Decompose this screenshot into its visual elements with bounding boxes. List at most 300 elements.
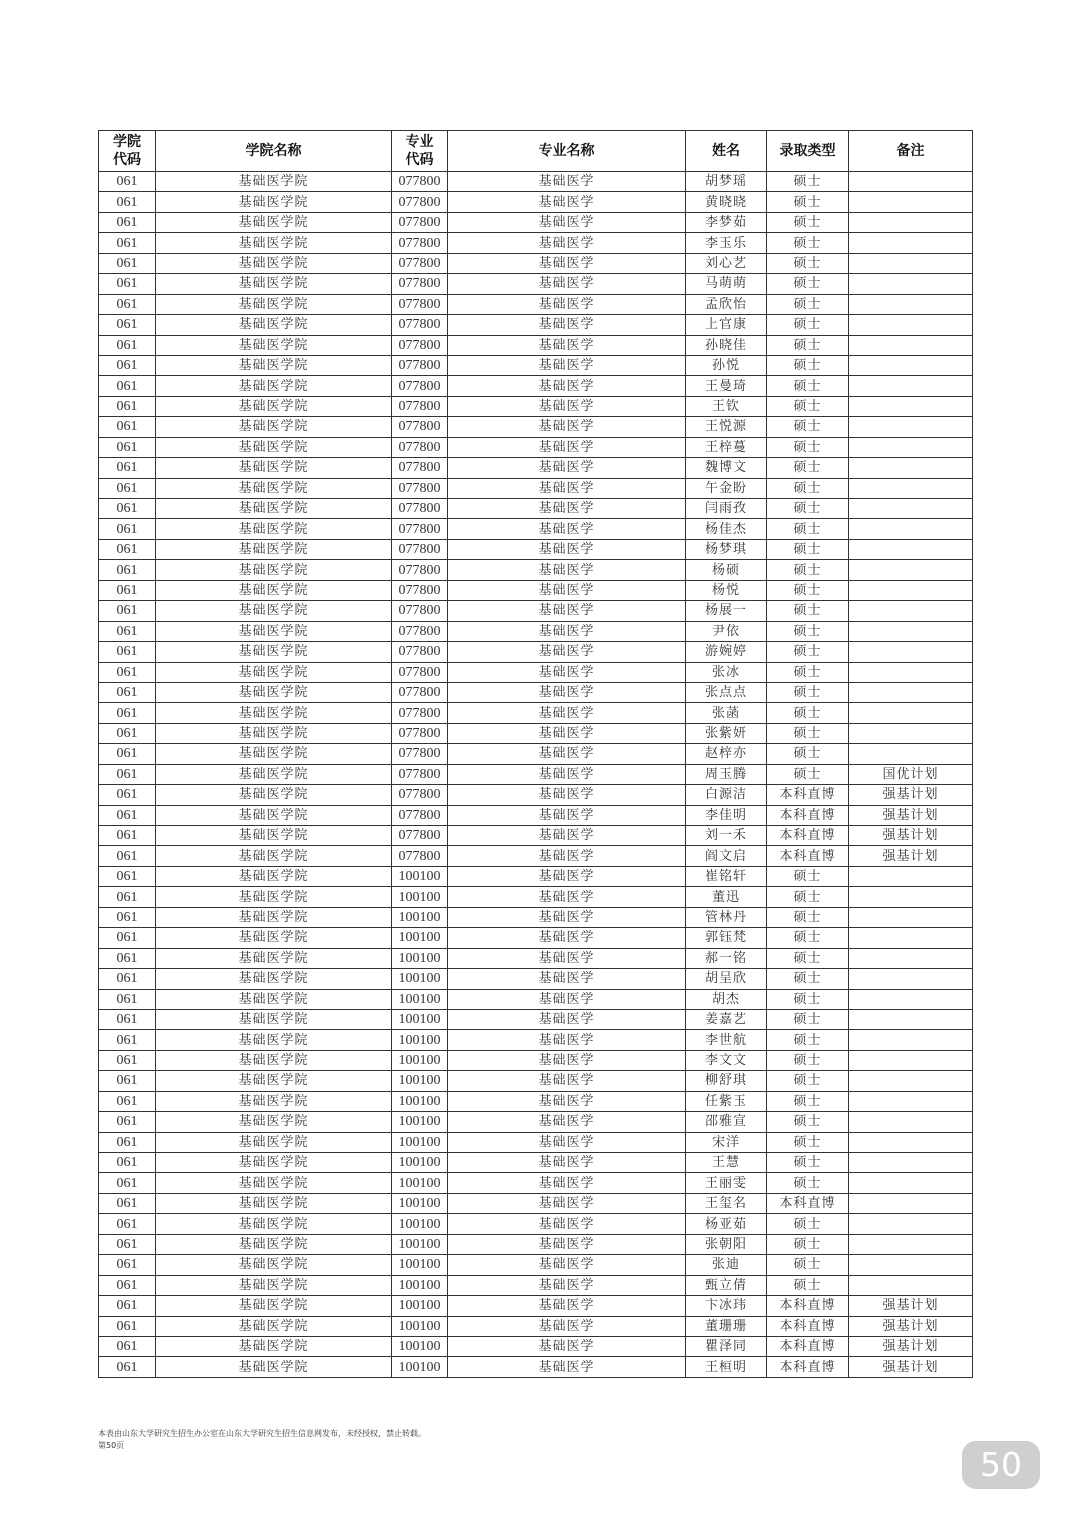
- table-row: [99, 437, 973, 457]
- student-name-cell: 杨佳杰: [686, 519, 767, 539]
- admission-type-cell: 硕士: [767, 969, 849, 989]
- table-row: [99, 315, 973, 335]
- college-code-cell: 061: [99, 601, 156, 621]
- major-code-cell: 077800: [392, 826, 448, 846]
- remarks-cell: [849, 274, 973, 294]
- major-name-cell: 基础医学: [448, 458, 686, 478]
- major-name-cell: 基础医学: [448, 1336, 686, 1356]
- remarks-cell: 强基计划: [849, 1357, 973, 1377]
- major-name-cell: 基础医学: [448, 1091, 686, 1111]
- major-name-cell: 基础医学: [448, 703, 686, 723]
- student-name-cell: 赵梓亦: [686, 744, 767, 764]
- student-name-cell: 胡杰: [686, 989, 767, 1009]
- remarks-cell: [849, 192, 973, 212]
- remarks-cell: [849, 1050, 973, 1070]
- table-row: [99, 335, 973, 355]
- major-name-cell: 基础医学: [448, 376, 686, 396]
- college-name-cell: 基础医学院: [156, 212, 392, 232]
- remarks-cell: [849, 1214, 973, 1234]
- major-code-cell: 077800: [392, 417, 448, 437]
- major-name-cell: 基础医学: [448, 417, 686, 437]
- remarks-cell: [849, 642, 973, 662]
- remarks-cell: 强基计划: [849, 826, 973, 846]
- major-code-cell: 077800: [392, 805, 448, 825]
- admission-type-cell: 硕士: [767, 682, 849, 702]
- college-name-cell: 基础医学院: [156, 1009, 392, 1029]
- student-name-cell: 郝一铭: [686, 948, 767, 968]
- table-row: [99, 1050, 973, 1070]
- student-name-cell: 张冰: [686, 662, 767, 682]
- student-name-cell: 午金盼: [686, 478, 767, 498]
- college-code-cell: 061: [99, 621, 156, 641]
- table-row: [99, 989, 973, 1009]
- college-code-cell: 061: [99, 1173, 156, 1193]
- admission-type-cell: 硕士: [767, 907, 849, 927]
- college-code-cell: 061: [99, 376, 156, 396]
- major-name-cell: 基础医学: [448, 294, 686, 314]
- remarks-cell: [849, 601, 973, 621]
- college-name-cell: 基础医学院: [156, 396, 392, 416]
- major-code-cell: 077800: [392, 744, 448, 764]
- major-name-cell: 基础医学: [448, 253, 686, 273]
- major-name-cell: 基础医学: [448, 560, 686, 580]
- major-code-cell: 100100: [392, 1009, 448, 1029]
- major-name-cell: 基础医学: [448, 192, 686, 212]
- student-name-cell: 杨亚茹: [686, 1214, 767, 1234]
- table-row: [99, 826, 973, 846]
- college-name-cell: 基础医学院: [156, 1071, 392, 1091]
- table-row: [99, 539, 973, 559]
- college-code-cell: 061: [99, 539, 156, 559]
- admission-type-cell: 本科直博: [767, 1357, 849, 1377]
- student-name-cell: 任紫玉: [686, 1091, 767, 1111]
- admission-type-cell: 硕士: [767, 1275, 849, 1295]
- major-name-cell: 基础医学: [448, 233, 686, 253]
- college-code-cell: 061: [99, 887, 156, 907]
- student-name-cell: 王钦: [686, 396, 767, 416]
- college-name-cell: 基础医学院: [156, 560, 392, 580]
- footer-notice: 本表由山东大学研究生招生办公室在山东大学研究生招生信息网发布，未经授权，禁止转载。: [98, 1429, 426, 1438]
- college-name-cell: 基础医学院: [156, 703, 392, 723]
- table-row: [99, 192, 973, 212]
- major-name-cell: 基础医学: [448, 907, 686, 927]
- college-code-cell: 061: [99, 907, 156, 927]
- college-name-cell: 基础医学院: [156, 805, 392, 825]
- college-code-cell: 061: [99, 315, 156, 335]
- remarks-cell: 强基计划: [849, 1316, 973, 1336]
- major-code-cell: 100100: [392, 969, 448, 989]
- header-student-name: 姓名: [686, 131, 767, 172]
- major-code-cell: 077800: [392, 172, 448, 192]
- student-name-cell: 邵雅宣: [686, 1112, 767, 1132]
- college-code-cell: 061: [99, 1193, 156, 1213]
- major-code-cell: 077800: [392, 621, 448, 641]
- admission-type-cell: 硕士: [767, 172, 849, 192]
- college-name-cell: 基础医学院: [156, 1193, 392, 1213]
- major-code-cell: 077800: [392, 846, 448, 866]
- table-row: [99, 1357, 973, 1377]
- major-code-cell: 100100: [392, 989, 448, 1009]
- major-code-cell: 100100: [392, 1112, 448, 1132]
- remarks-cell: [849, 253, 973, 273]
- major-code-cell: 077800: [392, 212, 448, 232]
- college-name-cell: 基础医学院: [156, 253, 392, 273]
- remarks-cell: [849, 1193, 973, 1213]
- table-row: [99, 212, 973, 232]
- remarks-cell: [849, 355, 973, 375]
- college-code-cell: 061: [99, 519, 156, 539]
- college-code-cell: 061: [99, 355, 156, 375]
- table-row: [99, 744, 973, 764]
- college-name-cell: 基础医学院: [156, 1357, 392, 1377]
- major-name-cell: 基础医学: [448, 969, 686, 989]
- college-code-cell: 061: [99, 172, 156, 192]
- student-name-cell: 王玺名: [686, 1193, 767, 1213]
- major-code-cell: 077800: [392, 601, 448, 621]
- major-name-cell: 基础医学: [448, 785, 686, 805]
- college-name-cell: 基础医学院: [156, 274, 392, 294]
- major-code-cell: 077800: [392, 499, 448, 519]
- college-code-cell: 061: [99, 1071, 156, 1091]
- college-name-cell: 基础医学院: [156, 376, 392, 396]
- major-name-cell: 基础医学: [448, 662, 686, 682]
- student-name-cell: 王悦源: [686, 417, 767, 437]
- college-code-cell: 061: [99, 274, 156, 294]
- college-code-cell: 061: [99, 1030, 156, 1050]
- major-name-cell: 基础医学: [448, 1009, 686, 1029]
- student-name-cell: 管林丹: [686, 907, 767, 927]
- major-code-cell: 100100: [392, 1153, 448, 1173]
- remarks-cell: [849, 396, 973, 416]
- student-name-cell: 杨硕: [686, 560, 767, 580]
- major-code-cell: 100100: [392, 907, 448, 927]
- major-code-cell: 100100: [392, 1071, 448, 1091]
- college-code-cell: 061: [99, 1255, 156, 1275]
- remarks-cell: [849, 499, 973, 519]
- major-name-cell: 基础医学: [448, 1132, 686, 1152]
- remarks-cell: 强基计划: [849, 846, 973, 866]
- college-name-cell: 基础医学院: [156, 785, 392, 805]
- college-name-cell: 基础医学院: [156, 928, 392, 948]
- major-code-cell: 100100: [392, 1296, 448, 1316]
- admission-type-cell: 硕士: [767, 928, 849, 948]
- student-name-cell: 尹依: [686, 621, 767, 641]
- table-row: [99, 355, 973, 375]
- admission-type-cell: 硕士: [767, 1173, 849, 1193]
- remarks-cell: [849, 172, 973, 192]
- table-body: [99, 172, 973, 1378]
- major-name-cell: 基础医学: [448, 1255, 686, 1275]
- major-code-cell: 077800: [392, 785, 448, 805]
- major-name-cell: 基础医学: [448, 866, 686, 886]
- student-name-cell: 游婉婷: [686, 642, 767, 662]
- admission-type-cell: 硕士: [767, 1091, 849, 1111]
- major-code-cell: 100100: [392, 1336, 448, 1356]
- table-row: [99, 601, 973, 621]
- college-code-cell: 061: [99, 723, 156, 743]
- remarks-cell: [849, 519, 973, 539]
- admission-type-cell: 硕士: [767, 866, 849, 886]
- college-name-cell: 基础医学院: [156, 335, 392, 355]
- table-row: [99, 1336, 973, 1356]
- college-name-cell: 基础医学院: [156, 846, 392, 866]
- header-admission-type: 录取类型: [767, 131, 849, 172]
- major-name-cell: 基础医学: [448, 1234, 686, 1254]
- college-name-cell: 基础医学院: [156, 1336, 392, 1356]
- table-row: [99, 887, 973, 907]
- student-name-cell: 柳舒琪: [686, 1071, 767, 1091]
- admission-type-cell: 本科直博: [767, 1316, 849, 1336]
- major-name-cell: 基础医学: [448, 1316, 686, 1336]
- admission-table-container: [98, 130, 972, 1378]
- college-code-cell: 061: [99, 642, 156, 662]
- student-name-cell: 孙悦: [686, 355, 767, 375]
- college-name-cell: 基础医学院: [156, 764, 392, 784]
- table-row: [99, 682, 973, 702]
- admission-type-cell: 本科直博: [767, 826, 849, 846]
- table-row: [99, 1030, 973, 1050]
- remarks-cell: [849, 335, 973, 355]
- college-name-cell: 基础医学院: [156, 1316, 392, 1336]
- admission-type-cell: 硕士: [767, 335, 849, 355]
- remarks-cell: [849, 703, 973, 723]
- college-code-cell: 061: [99, 826, 156, 846]
- admission-type-cell: 硕士: [767, 519, 849, 539]
- table-row: [99, 499, 973, 519]
- college-code-cell: 061: [99, 1153, 156, 1173]
- college-name-cell: 基础医学院: [156, 907, 392, 927]
- major-code-cell: 077800: [392, 335, 448, 355]
- student-name-cell: 崔铭轩: [686, 866, 767, 886]
- college-code-cell: 061: [99, 478, 156, 498]
- header-major-code: 专业 代码: [392, 131, 448, 172]
- college-code-cell: 061: [99, 580, 156, 600]
- student-name-cell: 黄晓晓: [686, 192, 767, 212]
- student-name-cell: 王曼琦: [686, 376, 767, 396]
- remarks-cell: [849, 1071, 973, 1091]
- admission-type-cell: 硕士: [767, 662, 849, 682]
- major-name-cell: 基础医学: [448, 539, 686, 559]
- major-code-cell: 077800: [392, 539, 448, 559]
- major-name-cell: 基础医学: [448, 1050, 686, 1070]
- major-name-cell: 基础医学: [448, 580, 686, 600]
- remarks-cell: [849, 1009, 973, 1029]
- student-name-cell: 马萌萌: [686, 274, 767, 294]
- major-code-cell: 100100: [392, 1234, 448, 1254]
- major-code-cell: 077800: [392, 764, 448, 784]
- table-row: [99, 846, 973, 866]
- college-name-cell: 基础医学院: [156, 1173, 392, 1193]
- major-name-cell: 基础医学: [448, 172, 686, 192]
- major-code-cell: 100100: [392, 1091, 448, 1111]
- college-code-cell: 061: [99, 846, 156, 866]
- major-name-cell: 基础医学: [448, 887, 686, 907]
- major-name-cell: 基础医学: [448, 1112, 686, 1132]
- major-code-cell: 100100: [392, 928, 448, 948]
- admission-type-cell: 硕士: [767, 192, 849, 212]
- college-code-cell: 061: [99, 785, 156, 805]
- student-name-cell: 魏博文: [686, 458, 767, 478]
- major-code-cell: 100100: [392, 1030, 448, 1050]
- admission-type-cell: 硕士: [767, 1030, 849, 1050]
- major-name-cell: 基础医学: [448, 1030, 686, 1050]
- student-name-cell: 上官康: [686, 315, 767, 335]
- college-code-cell: 061: [99, 417, 156, 437]
- college-code-cell: 061: [99, 233, 156, 253]
- table-row: [99, 1009, 973, 1029]
- student-name-cell: 李文文: [686, 1050, 767, 1070]
- admission-type-cell: 硕士: [767, 989, 849, 1009]
- college-name-cell: 基础医学院: [156, 682, 392, 702]
- admission-type-cell: 硕士: [767, 1132, 849, 1152]
- major-name-cell: 基础医学: [448, 928, 686, 948]
- remarks-cell: 强基计划: [849, 1296, 973, 1316]
- college-code-cell: 061: [99, 1357, 156, 1377]
- remarks-cell: [849, 212, 973, 232]
- major-name-cell: 基础医学: [448, 1214, 686, 1234]
- major-code-cell: 100100: [392, 1255, 448, 1275]
- major-name-cell: 基础医学: [448, 989, 686, 1009]
- admission-type-cell: 硕士: [767, 1214, 849, 1234]
- college-name-cell: 基础医学院: [156, 1234, 392, 1254]
- remarks-cell: [849, 539, 973, 559]
- college-name-cell: 基础医学院: [156, 662, 392, 682]
- student-name-cell: 张紫妍: [686, 723, 767, 743]
- college-name-cell: 基础医学院: [156, 826, 392, 846]
- major-name-cell: 基础医学: [448, 212, 686, 232]
- major-name-cell: 基础医学: [448, 519, 686, 539]
- table-row: [99, 233, 973, 253]
- table-row: [99, 621, 973, 641]
- remarks-cell: [849, 723, 973, 743]
- college-name-cell: 基础医学院: [156, 1275, 392, 1295]
- college-code-cell: 061: [99, 928, 156, 948]
- admission-type-cell: 硕士: [767, 560, 849, 580]
- admission-type-cell: 本科直博: [767, 846, 849, 866]
- table-row: [99, 1132, 973, 1152]
- remarks-cell: [849, 1112, 973, 1132]
- table-row: [99, 478, 973, 498]
- table-row: [99, 560, 973, 580]
- admission-type-cell: 硕士: [767, 376, 849, 396]
- college-name-cell: 基础医学院: [156, 866, 392, 886]
- college-code-cell: 061: [99, 866, 156, 886]
- college-name-cell: 基础医学院: [156, 642, 392, 662]
- major-code-cell: 077800: [392, 396, 448, 416]
- student-name-cell: 宋洋: [686, 1132, 767, 1152]
- admission-type-cell: 硕士: [767, 621, 849, 641]
- admission-type-cell: 硕士: [767, 601, 849, 621]
- major-code-cell: 077800: [392, 253, 448, 273]
- admission-type-cell: 硕士: [767, 887, 849, 907]
- college-code-cell: 061: [99, 1336, 156, 1356]
- student-name-cell: 张点点: [686, 682, 767, 702]
- major-code-cell: 100100: [392, 1193, 448, 1213]
- major-name-cell: 基础医学: [448, 764, 686, 784]
- table-row: [99, 723, 973, 743]
- admission-type-cell: 硕士: [767, 274, 849, 294]
- college-name-cell: 基础医学院: [156, 233, 392, 253]
- college-name-cell: 基础医学院: [156, 437, 392, 457]
- major-code-cell: 077800: [392, 682, 448, 702]
- admission-type-cell: 硕士: [767, 253, 849, 273]
- student-name-cell: 刘一禾: [686, 826, 767, 846]
- table-row: [99, 458, 973, 478]
- table-row: [99, 703, 973, 723]
- student-name-cell: 卞冰玮: [686, 1296, 767, 1316]
- college-name-cell: 基础医学院: [156, 989, 392, 1009]
- remarks-cell: 国优计划: [849, 764, 973, 784]
- college-name-cell: 基础医学院: [156, 355, 392, 375]
- college-name-cell: 基础医学院: [156, 1153, 392, 1173]
- college-name-cell: 基础医学院: [156, 172, 392, 192]
- remarks-cell: [849, 1153, 973, 1173]
- remarks-cell: [849, 458, 973, 478]
- table-row: [99, 1316, 973, 1336]
- college-code-cell: 061: [99, 662, 156, 682]
- student-name-cell: 杨梦琪: [686, 539, 767, 559]
- major-name-cell: 基础医学: [448, 315, 686, 335]
- table-row: [99, 805, 973, 825]
- major-code-cell: 077800: [392, 274, 448, 294]
- major-code-cell: 100100: [392, 887, 448, 907]
- college-name-cell: 基础医学院: [156, 1050, 392, 1070]
- major-name-cell: 基础医学: [448, 948, 686, 968]
- admission-type-cell: 本科直博: [767, 1296, 849, 1316]
- college-name-cell: 基础医学院: [156, 417, 392, 437]
- major-name-cell: 基础医学: [448, 478, 686, 498]
- college-code-cell: 061: [99, 1296, 156, 1316]
- remarks-cell: [849, 417, 973, 437]
- college-code-cell: 061: [99, 805, 156, 825]
- student-name-cell: 王慧: [686, 1153, 767, 1173]
- table-row: [99, 948, 973, 968]
- remarks-cell: [849, 887, 973, 907]
- major-name-cell: 基础医学: [448, 723, 686, 743]
- college-name-cell: 基础医学院: [156, 315, 392, 335]
- table-row: [99, 866, 973, 886]
- admission-type-cell: 硕士: [767, 580, 849, 600]
- college-name-cell: 基础医学院: [156, 1091, 392, 1111]
- college-name-cell: 基础医学院: [156, 948, 392, 968]
- student-name-cell: 张迪: [686, 1255, 767, 1275]
- major-code-cell: 100100: [392, 1357, 448, 1377]
- table-row: [99, 1214, 973, 1234]
- student-name-cell: 张朝阳: [686, 1234, 767, 1254]
- table-header-row: [99, 131, 973, 172]
- table-row: [99, 969, 973, 989]
- college-name-cell: 基础医学院: [156, 294, 392, 314]
- major-name-cell: 基础医学: [448, 437, 686, 457]
- major-code-cell: 077800: [392, 662, 448, 682]
- admission-type-cell: 硕士: [767, 1050, 849, 1070]
- major-code-cell: 100100: [392, 1050, 448, 1070]
- student-name-cell: 李梦茹: [686, 212, 767, 232]
- college-code-cell: 061: [99, 499, 156, 519]
- table-row: [99, 1112, 973, 1132]
- table-row: [99, 785, 973, 805]
- admission-type-cell: 硕士: [767, 703, 849, 723]
- major-name-cell: 基础医学: [448, 499, 686, 519]
- major-name-cell: 基础医学: [448, 621, 686, 641]
- remarks-cell: [849, 437, 973, 457]
- major-code-cell: 077800: [392, 703, 448, 723]
- remarks-cell: 强基计划: [849, 805, 973, 825]
- major-code-cell: 077800: [392, 294, 448, 314]
- major-name-cell: 基础医学: [448, 274, 686, 294]
- college-name-cell: 基础医学院: [156, 1112, 392, 1132]
- table-row: [99, 1296, 973, 1316]
